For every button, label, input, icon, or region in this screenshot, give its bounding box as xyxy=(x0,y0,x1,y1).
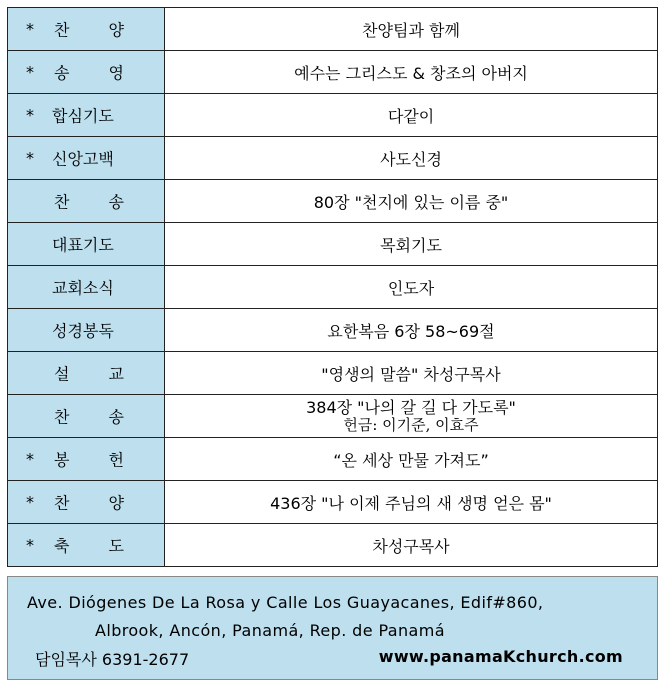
order-item-content: 436장 "나 이제 주님의 새 생명 얻은 몸" xyxy=(270,493,552,513)
order-item-label-cell xyxy=(8,51,165,94)
order-item-content: 사도신경 xyxy=(380,149,442,169)
order-item-label-part: 교 xyxy=(108,364,124,384)
congregation-stand-marker: * xyxy=(26,62,34,82)
order-row xyxy=(8,266,658,309)
order-row xyxy=(8,223,658,266)
order-item-label-cell xyxy=(8,137,165,180)
pastor-phone: 담임목사 6391-2677 xyxy=(35,650,190,669)
order-item-label xyxy=(52,319,114,342)
order-item-content: 목회기도 xyxy=(380,235,442,255)
order-item-label xyxy=(54,61,124,84)
order-row xyxy=(8,51,658,94)
congregation-stand-marker: * xyxy=(26,535,34,555)
order-item-content: 예수는 그리스도 & 창조의 아버지 xyxy=(294,63,528,83)
order-item-label-part: 대표기도 xyxy=(52,235,114,255)
order-item-label xyxy=(52,276,114,299)
order-item-content: 384장 "나의 갈 길 다 가도록" xyxy=(306,398,516,417)
address-line-1: Ave. Diógenes De La Rosa y Calle Los Guayacanes, Edif#860, xyxy=(27,593,544,612)
order-item-content-cell xyxy=(165,8,658,51)
order-item-content-cell xyxy=(165,395,658,438)
order-item-label xyxy=(54,190,124,213)
order-row xyxy=(8,8,658,51)
order-item-label-cell xyxy=(8,94,165,137)
order-item-label-part: 양 xyxy=(108,20,124,40)
order-item-label-cell xyxy=(8,524,165,567)
order-item-content-cell xyxy=(165,524,658,567)
worship-order-table xyxy=(7,7,658,567)
website-link[interactable]: www.panamaKchurch.com xyxy=(378,647,623,666)
church-info-footer xyxy=(7,576,658,680)
order-item-label-part: 송 xyxy=(108,192,124,212)
order-item-content-cell xyxy=(165,51,658,94)
order-item-content-cell xyxy=(165,309,658,352)
order-item-content: "영생의 말씀" 차성구목사 xyxy=(321,364,501,384)
order-item-label xyxy=(52,104,114,127)
order-item-label xyxy=(54,405,124,428)
order-row xyxy=(8,524,658,567)
order-item-content-cell xyxy=(165,481,658,524)
order-item-label-cell xyxy=(8,8,165,51)
congregation-stand-marker: * xyxy=(26,105,34,125)
order-item-content-cell xyxy=(165,137,658,180)
order-item-label-part: 교회소식 xyxy=(52,278,114,298)
order-item-content: 인도자 xyxy=(387,278,435,298)
order-item-label-part: 영 xyxy=(108,63,124,83)
order-row xyxy=(8,395,658,438)
order-row xyxy=(8,180,658,223)
order-item-content: 차성구목사 xyxy=(372,536,450,556)
order-item-label xyxy=(54,448,124,471)
order-item-label-cell xyxy=(8,223,165,266)
order-item-label-cell xyxy=(8,481,165,524)
order-item-content-cell xyxy=(165,438,658,481)
order-item-label xyxy=(54,18,124,41)
order-row xyxy=(8,309,658,352)
order-item-label-cell xyxy=(8,309,165,352)
congregation-stand-marker: * xyxy=(26,449,34,469)
order-item-content: 요한복음 6장 58~69절 xyxy=(327,321,495,341)
order-item-label-part: 축 xyxy=(54,536,70,556)
order-item-label-part: 성경봉독 xyxy=(52,321,114,341)
order-item-label-cell xyxy=(8,395,165,438)
order-item-label-part: 찬 xyxy=(54,192,70,212)
order-item-label xyxy=(52,233,114,256)
order-item-label-cell xyxy=(8,352,165,395)
order-item-label-cell xyxy=(8,438,165,481)
order-row xyxy=(8,481,658,524)
order-item-label-part: 도 xyxy=(108,536,124,556)
order-item-content-cell xyxy=(165,180,658,223)
order-item-label-part: 헌 xyxy=(108,450,124,470)
address-line-2: Albrook, Ancón, Panamá, Rep. de Panamá xyxy=(95,621,445,640)
order-item-label-part: 신앙고백 xyxy=(52,149,114,169)
order-item-label xyxy=(54,534,124,557)
order-item-label-part: 봉 xyxy=(54,450,70,470)
congregation-stand-marker: * xyxy=(26,148,34,168)
order-item-content: 80장 "천지에 있는 이름 중" xyxy=(313,192,509,212)
congregation-stand-marker: * xyxy=(26,492,34,512)
order-item-label-part: 양 xyxy=(108,493,124,513)
order-item-content-cell xyxy=(165,352,658,395)
order-item-label-part: 설 xyxy=(54,364,70,384)
order-item-label-cell xyxy=(8,180,165,223)
order-item-label-cell xyxy=(8,266,165,309)
order-item-label xyxy=(54,491,124,514)
order-row xyxy=(8,352,658,395)
order-item-label xyxy=(52,147,114,170)
congregation-stand-marker: * xyxy=(26,19,34,39)
order-item-content-cell xyxy=(165,94,658,137)
order-item-content-cell xyxy=(165,266,658,309)
order-row xyxy=(8,438,658,481)
order-item-label-part: 찬 xyxy=(54,493,70,513)
order-item-label-part: 찬 xyxy=(54,407,70,427)
order-item-label-part: 송 xyxy=(108,407,124,427)
order-item-label-part: 합심기도 xyxy=(52,106,114,126)
order-item-label-part: 찬 xyxy=(54,20,70,40)
order-item-content: 다같이 xyxy=(387,106,435,126)
order-item-label-part: 송 xyxy=(54,63,70,83)
offering-note: 헌금: 이기준, 이효주 xyxy=(343,416,479,434)
order-item-content: 찬양팀과 함께 xyxy=(362,20,460,40)
order-item-content-cell xyxy=(165,223,658,266)
order-item-content: “온 세상 만물 가져도” xyxy=(333,450,489,470)
order-item-label xyxy=(54,362,124,385)
order-row xyxy=(8,94,658,137)
order-row xyxy=(8,137,658,180)
